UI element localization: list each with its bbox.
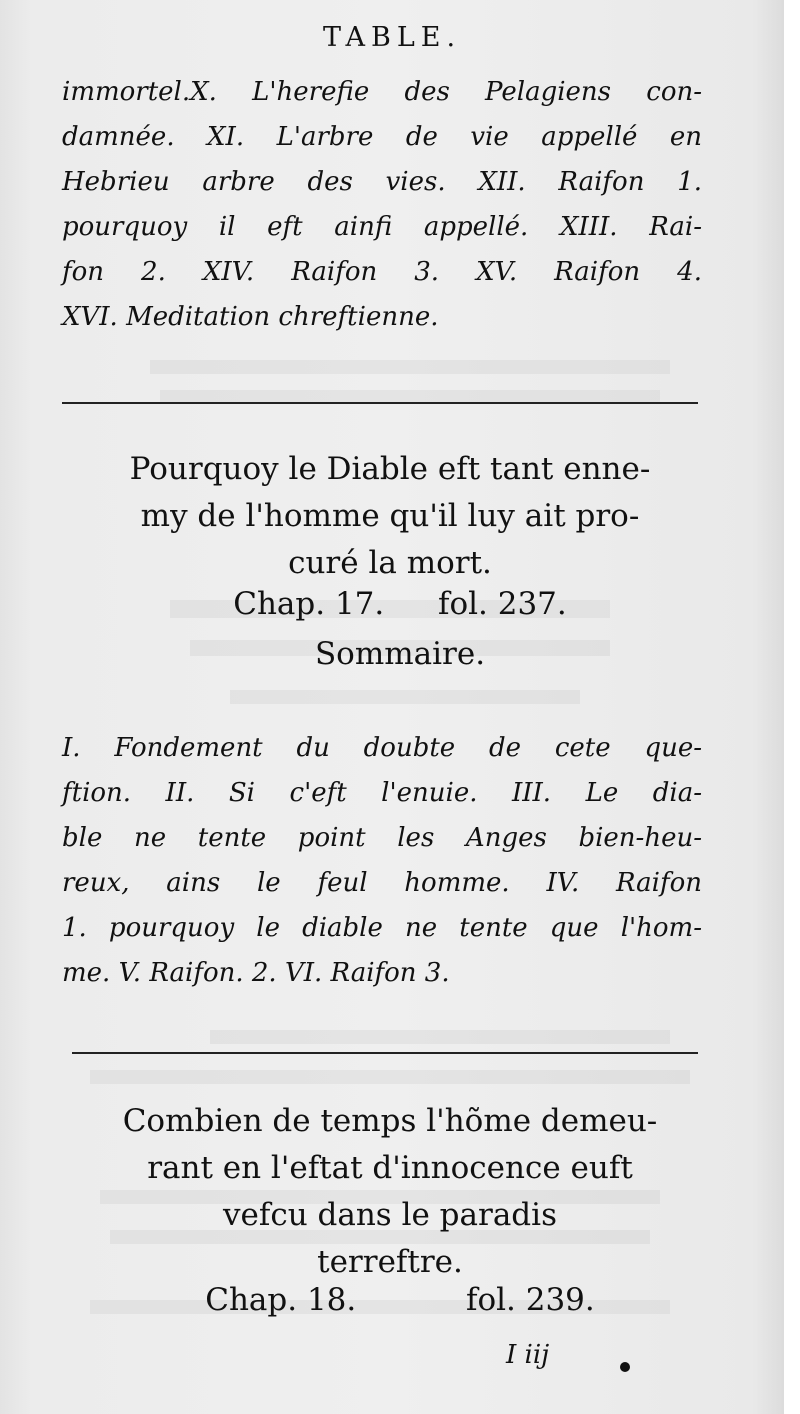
- chapter-17-reference: [60, 586, 740, 622]
- summary-line: pourquoy il eft ainfi appellé. XIII. Rai-: [62, 212, 702, 242]
- title-line: Combien de temps l'hõme demeu-: [122, 1103, 658, 1139]
- chapter-17-title: [40, 446, 740, 587]
- chapter-16-summary: [62, 70, 702, 340]
- summary-line: fon 2. XIV. Raifon 3. XV. Raifon 4.: [62, 257, 702, 287]
- folio-number: fol. 239.: [465, 1282, 595, 1318]
- title-line: Pourquoy le Diable eft tant enne-: [129, 451, 651, 487]
- section-divider: [62, 402, 698, 404]
- summary-line: immortel.X. L'herefie des Pelagiens con-: [62, 77, 702, 107]
- title-line: vefcu dans le paradis: [223, 1197, 557, 1233]
- chapter-18-reference: [60, 1282, 740, 1318]
- title-line: curé la mort.: [288, 545, 492, 581]
- title-line: terreftre.: [317, 1244, 463, 1280]
- running-header: TABLE.: [322, 22, 462, 53]
- summary-line: XVI. Meditation chreftienne.: [62, 302, 439, 332]
- summary-line: 1. pourquoy le diable ne tente que l'hom-: [62, 913, 702, 943]
- title-line: my de l'homme qu'il luy ait pro-: [140, 498, 640, 534]
- folio-number: fol. 237.: [437, 586, 567, 622]
- signature-mark: I iij: [506, 1340, 550, 1370]
- sommaire-heading: Sommaire.: [314, 636, 486, 672]
- chapter-17-summary: [62, 726, 702, 996]
- chapter-number: Chap. 18.: [205, 1282, 357, 1318]
- summary-line: me. V. Raifon. 2. VI. Raifon 3.: [62, 958, 450, 988]
- chapter-18-title: [40, 1098, 740, 1286]
- summary-line: ble ne tente point les Anges bien-heu-: [62, 823, 702, 853]
- summary-line: Hebrieu arbre des vies. XII. Raifon 1.: [62, 167, 702, 197]
- section-divider: [72, 1052, 698, 1054]
- summary-line: damnée. XI. L'arbre de vie appellé en: [62, 122, 702, 152]
- summary-line: ftion. II. Si c'eft l'enuie. III. Le dia-: [62, 778, 702, 808]
- title-line: rant en l'eftat d'innocence euft: [147, 1150, 633, 1186]
- chapter-number: Chap. 17.: [233, 586, 385, 622]
- ink-spot: [620, 1362, 630, 1372]
- summary-line: reux, ains le feul homme. IV. Raifon: [62, 868, 702, 898]
- summary-line: I. Fondement du doubte de cete que-: [62, 733, 702, 763]
